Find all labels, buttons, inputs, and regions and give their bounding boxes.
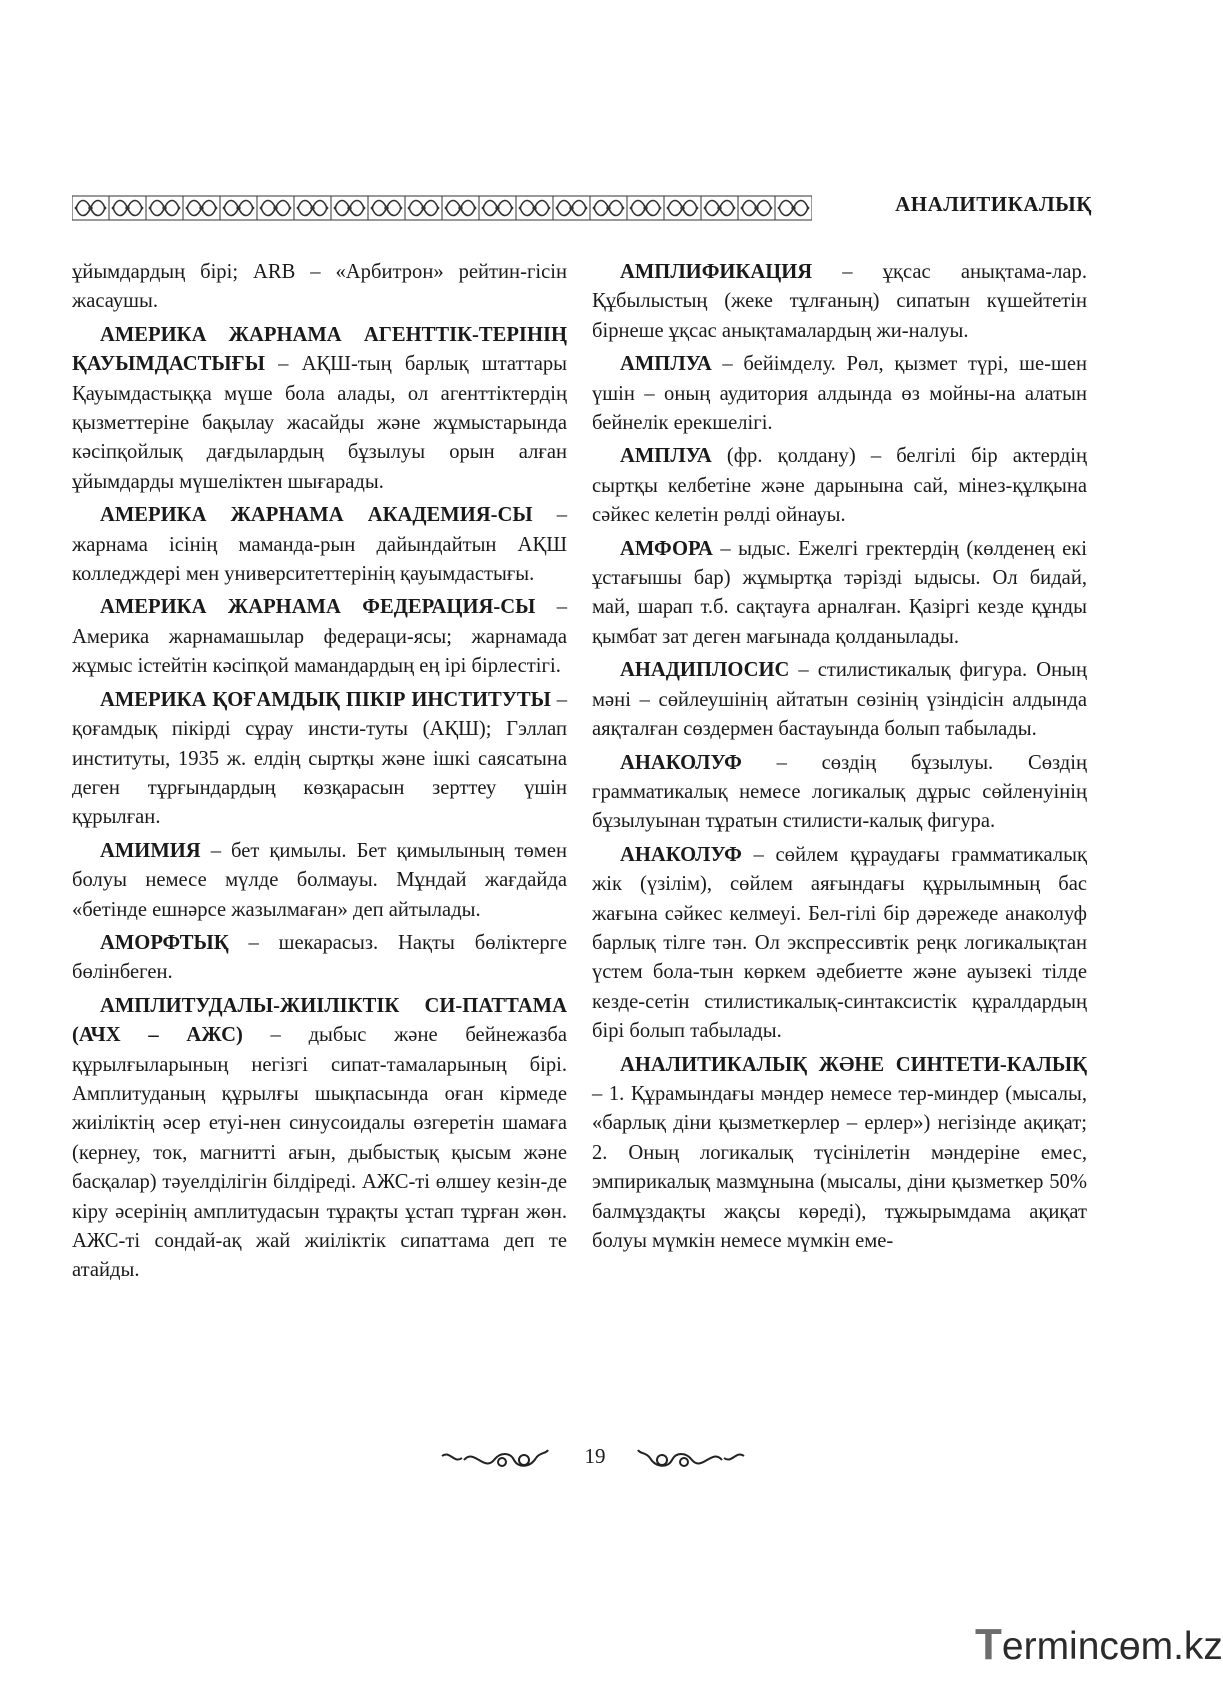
dictionary-entry [72,593,567,681]
entry-term: АМОРФТЫҚ [100,931,229,954]
entry-term: АМЕРИКА ЖАРНАМА АКАДЕМИЯ-СЫ [100,504,533,527]
entry-definition: – шекарасыз. Нақты бөліктерге бөлінбеген. [72,931,567,984]
entry-term: АМЕРИКА ЖАРНАМА ФЕДЕРАЦИЯ-СЫ [100,596,536,619]
dictionary-entry [72,501,567,589]
entry-definition: – жарнама ісінің маманда-рын дайындайтын АҚШ колледждері мен университеттерінің қауымдастығы. [72,504,567,586]
termincom-watermark-logo [975,1620,1223,1669]
entry-definition: – бет қимылы. Бет қимылының төмен болуы немесе мүлде болмауы. Мұндай жағдайда «бетінде ешнәрсе жазылмаған» деп айтылады. [72,839,567,921]
entry-term: АМПЛИТУДАЛЫ-ЖИІЛІКТІК СИ-ПАТТАМА (АЧХ – АЖС) [72,994,567,1047]
entry-term: АНАКОЛУФ [620,843,742,866]
dictionary-entry [592,1051,1087,1257]
flourish-left-icon [440,1446,552,1474]
entry-term: АНАЛИТИКАЛЫҚ ЖӘНЕ СИНТЕТИ-КАЛЫҚ [620,1053,1087,1076]
entry-definition: – Америка жарнамашылар федераци-ясы; жарнамада жұмыс істейтін кәсіпқой мамандардың ең ірі бірлестігі. [72,596,568,678]
entry-definition: – АҚШ-тың барлық штаттары Қауымдастыққа мүше бола алады, ол агенттіктердің қызметтеріне бақылау жасайды және жұмыстарында кәсіпқойлық дағдылардың бұзылуы орын алған ұйымдарды мүшеліктен шығарады. [72,353,567,493]
entry-term: АМПЛУА [620,445,712,468]
entry-term: АМПЛУА [620,353,712,376]
entry-definition: – стилистикалық фигура. Оның мәні – сөйлеушінің айтатын сөзінің үзіндісін алдында аяқталған сөздермен бастауында болып табылады. [592,659,1087,741]
entry-definition: (фр. қолдану) – белгілі бір актердің сыртқы келбетіне және дарынына сай, мінез-құлқына сәйкес келетін рөлді ойнауы. [592,445,1087,527]
entry-definition: – бейімделу. Рөл, қызмет түрі, ше-шен үшін – оның аудитория алдында өз мойны-на алатын бейнелік ерекшелігі. [592,353,1087,435]
dictionary-entry [592,749,1087,837]
entry-definition: – 1. Құрамындағы мәндер немесе тер-миндер (мысалы, «барлық діни қызметкерлер – ерлер») негізінде ақиқат; 2. Оның логикалық түсінілетін мәндеріне емес, эмпирикалық мазмұнына (мысалы, діни қызметкер 50% балмұздақты жақсы көреді), тұжырымдама ақиқат болуы мүмкін немесе мүмкін еме- [592,1082,1087,1252]
dictionary-entry [592,656,1087,744]
dictionary-entry [72,321,567,497]
dictionary-entry [592,442,1087,530]
dictionary-entry [72,837,567,925]
page-header [72,190,1092,230]
page-footer [0,1440,1191,1480]
dictionary-entry [592,258,1087,346]
running-head-title: АНАЛИТИКАЛЫҚ [895,192,1092,216]
left-column [72,258,567,1290]
entry-term: АМИМИЯ [100,839,201,862]
entry-definition: – сөйлем құраудағы грамматикалық жік (үзілім), сөйлем аяғындағы құрылымның бас жағына сәйкес келмеуі. Бел-гілі бір дәрежеде анаколуф барлық тілге тән. Ол экспрессивтік реңк логикалықтан үстем бола-тын көркем әдебиетте және ауызекі тілде кезде-сетін стилистикалық-синтаксистік құралдардың бірі болып табылады. [592,843,1087,1043]
page-number: 19 [584,1444,606,1468]
logo-mark: T [975,1620,1002,1669]
dictionary-entry [592,841,1087,1047]
entry-term: АМЕРИКА ЖАРНАМА АГЕНТТІК-ТЕРІНІҢ ҚАУЫМДАСТЫҒЫ [72,323,567,376]
entry-term: АНАДИПЛОСИС [620,659,790,682]
dictionary-entry [72,686,567,833]
dictionary-entry [592,535,1087,653]
right-column [592,258,1087,1260]
entry-term: АМЕРИКА ҚОҒАМДЫҚ ПІКІР ИНСТИТУТЫ [100,688,551,711]
entry-definition: – ыдыс. Ежелгі гректердің (көлденең екі ұстағышы бар) жұмыртқа тәрізді ыдысы. Ол бидай, май, шарап т.б. сақтауға арналған. Қазіргі кезде құнды қымбат зат деген мағынада қолданылады. [592,537,1087,648]
dictionary-entry [72,929,567,988]
dictionary-entry [72,992,567,1286]
ornament-band-icon [72,194,812,222]
logo-text: ermincөm.kz [1001,1625,1223,1668]
flourish-right-icon [634,1446,746,1474]
entry-term: АНАКОЛУФ [620,751,742,774]
entry-definition: – қоғамдық пікірді сұрау инсти-туты (АҚШ); Гэллап институты, 1935 ж. елдің сыртқы және ішкі саясатына деген тұрғындардың көзқарасын зерттеу үшін құрылған. [72,688,567,829]
entry-definition: – дыбыс және бейнежазба құрылғыларының негізгі сипат-тамаларының бірі. Амплитуданың құрылғы шықпасында оған кірмеде жиіліктің әсер етуі-нен синусоидалы өзгеретін шамаға (кернеу, ток, магнитті ағын, дыбыстық қысым және басқалар) тәуелділігін білдіреді. АЖС-ті өлшеу кезін-де кіру әсерінің амплитудасын тұрақты ұстап тұрған жөн. АЖС-ті сондай-ақ жай жиіліктік сипаттама деп те атайды. [72,1024,567,1282]
entry-definition: – ұқсас анықтама-лар. Құбылыстың (жеке тұлғаның) сипатын күшейтетін бірнеше ұқсас анықтамалардың жи-налуы. [592,261,1087,342]
entry-term: АМПЛИФИКАЦИЯ [620,261,813,283]
entry-definition: – сөздің бұзылуы. Сөздің грамматикалық немесе логикалық дұрыс сөйленуінің бұзылуынан тұратын стилисти-калық фигура. [592,751,1087,833]
entry-term: АМФОРА [620,537,713,560]
dictionary-entry: ұйымдардың бірі; ARB – «Арбитрон» рейтин-гісін жасаушы. [72,261,567,313]
dictionary-entry [592,350,1087,438]
